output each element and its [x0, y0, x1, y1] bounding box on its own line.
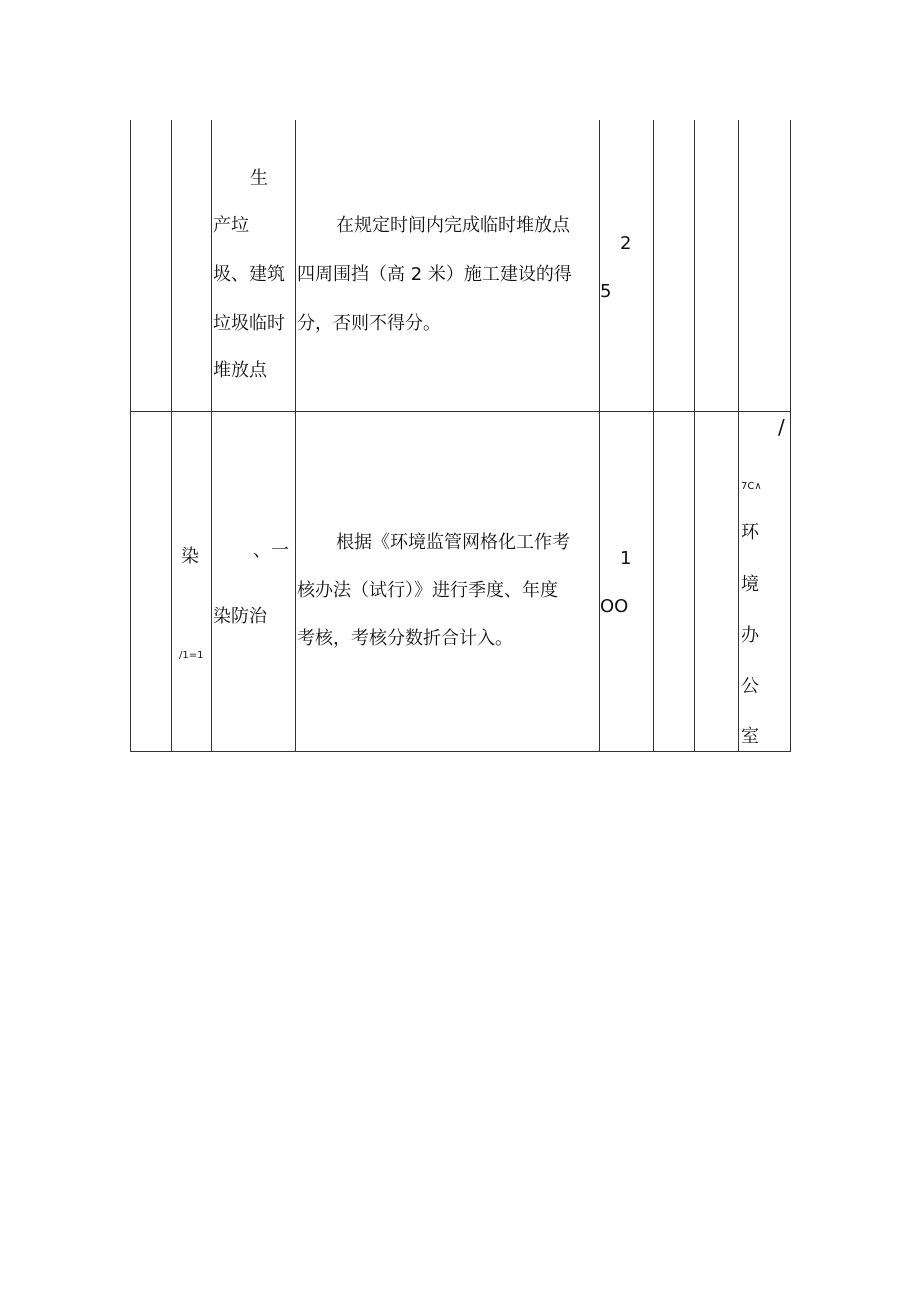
table-border [790, 120, 791, 752]
category-cell-note: /1=1 [179, 650, 204, 661]
standard-cell-line: 四周围挡（高 2 米）施工建设的得 [297, 264, 572, 285]
standard-cell-line: 在规定时间内完成临时堆放点 [336, 215, 570, 236]
table-border [694, 120, 695, 752]
table-border [171, 120, 172, 752]
score-cell-line: 2 [620, 233, 632, 254]
row-divider [130, 411, 791, 412]
item-cell-line: 、一 [253, 540, 289, 561]
table-border [738, 120, 739, 752]
dept-cell-mark: / [778, 415, 785, 439]
table-border [295, 120, 296, 752]
score-cell-line: 1 [620, 548, 632, 569]
standard-cell-line: 核办法（试行）》进行季度、年度 [297, 580, 558, 601]
table-border [211, 120, 212, 752]
standard-cell-line: 分，否则不得分。 [297, 313, 441, 334]
table-border [653, 120, 654, 752]
item-cell-line: 生 [250, 168, 268, 189]
table-border [599, 120, 600, 752]
standard-cell-line: 考核，考核分数折合计入。 [297, 628, 513, 649]
table-border [130, 120, 131, 752]
item-cell-line: 染防治 [213, 606, 267, 627]
table-bottom-border [130, 751, 791, 752]
dept-cell-char: 环 [741, 522, 759, 543]
item-cell-line: 堆放点 [213, 360, 267, 381]
item-cell-line: 圾、建筑 [213, 264, 285, 285]
dept-cell-char: 公 [741, 676, 759, 697]
score-cell-line: OO [600, 596, 629, 617]
item-cell-line: 产垃 [213, 215, 249, 236]
category-cell-char: 染 [181, 546, 199, 567]
dept-cell-char: 境 [741, 574, 759, 595]
item-cell-line: 垃圾临时 [213, 313, 285, 334]
score-cell-line: 5 [600, 281, 612, 302]
dept-cell-char: 室 [741, 726, 759, 747]
dept-cell-char: 办 [741, 625, 759, 646]
standard-cell-line: 根据《环境监管网格化工作考 [336, 532, 570, 553]
dept-cell-note: 7C∧ [741, 481, 762, 492]
